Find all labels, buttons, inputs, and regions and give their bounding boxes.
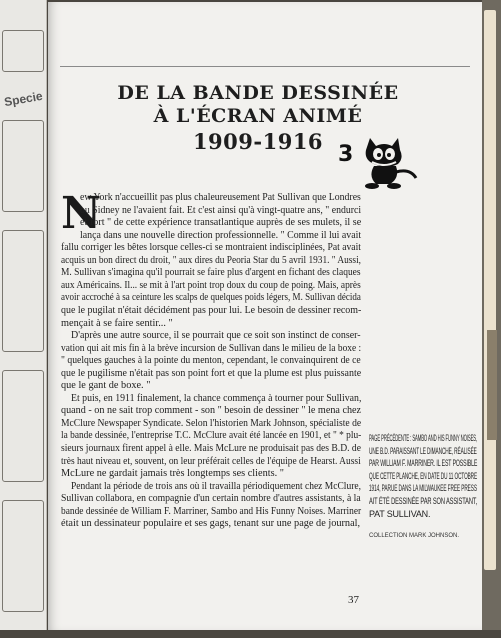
body-line: Sullivan collabora, en compagnie d'un certain nombre d'autres assistants, à la [61, 493, 361, 505]
caption-line: QUE CETTE PLANCHE, EN DATE DU 11 OCTOBRE [369, 470, 478, 481]
left-page-edge [0, 0, 47, 638]
top-rule [60, 66, 470, 67]
body-line: fallu corriger les bêtes lorsque celles-ci se montraient indisciplinées, Pat avait [61, 242, 361, 254]
title-line-2: À L'ÉCRAN ANIMÉ [153, 105, 363, 127]
body-line: bande dessinée de William F. Marriner, Sambo and His Funny Noises. Marriner [61, 505, 362, 517]
chapter-marker [338, 132, 418, 192]
body-line: était un dessinateur populaire et ses gags, tenant sur une page de journal, [61, 518, 361, 530]
book-page [48, 2, 482, 630]
body-line: sieurs journaux firent appel à elle. Mais McLure ne produisait pas des B.D. de [61, 443, 361, 454]
chapter-number: 3 [338, 142, 354, 167]
body-line: mençait à se faire sentir... " [61, 317, 173, 329]
caption-line: AIT ÉTÉ DESSINÉE PAR SON ASSISTANT, [369, 496, 478, 506]
body-line: M. Sullivan s'imagina qu'il pourrait se faire plus d'argent en fichant des claques [61, 267, 361, 279]
body-line: Pendant la période de trois ans où il travailla périodiquement chez McClure, [71, 480, 361, 492]
body-line: Et puis, en 1911 finalement, la chance commença à tourner pour Sullivan, [71, 392, 362, 404]
caption-credit: COLLECTION MARK JOHNSON. [369, 533, 460, 539]
comic-panel-fragment [2, 120, 44, 212]
page-number: 37 [348, 594, 359, 606]
body-line: et fort " de cette expérience transatlantique auprès de ses mulets, il se [80, 217, 362, 229]
left-page-fragment: Specie [3, 88, 44, 110]
body-line: que le pugilat n'était décidément pas pour lui. Le besoin de dessiner recom- [61, 304, 362, 316]
body-line: avoir accroché à sa ceinture les scalps de quelques poids légers, M. Sullivan décida [61, 292, 361, 304]
title-line-3: 1909-1916 [192, 129, 324, 154]
caption-line: PAR WILLIAM F. MARRINER. IL EST POSSIBLE [369, 458, 478, 469]
comic-panel-fragment [2, 370, 44, 482]
caption-line: UNE B.D. PARAISSANT LE DIMANCHE, RÉALISÉE [369, 445, 477, 456]
bookmark-tab [487, 330, 497, 440]
body-line: quand - on ne sait trop comment - son " besoin de dessiner " le mena chez [61, 405, 362, 417]
body-line: la bande dessinée, l'entreprise T.C. McClure avait été lancée en 1901, et " * plu- [61, 430, 362, 442]
body-line: vation qui ait mis fin à la brève incursion de Sullivan dans le milieu de la boxe : [61, 342, 362, 354]
title-line-1: DE LA BANDE DESSINÉE [117, 82, 399, 104]
body-line: McClure Newspaper Syndicate. Selon l'historien Mark Johnson, spécialiste de [61, 417, 362, 429]
right-background [482, 0, 501, 638]
caption-line: PAGE PRÉCÉDENTE : SAMBO AND HIS FUNNY NOISES, [369, 433, 478, 443]
comic-panel-fragment [2, 30, 44, 72]
body-line: ou Sidney ne l'avaient fait. Et c'est ainsi qu'à vingt-quatre ans, " endurci [80, 204, 362, 216]
felix-cat-icon [356, 132, 420, 192]
body-line: D'après une autre source, il se pourrait que ce soit son instinct de conser- [71, 330, 361, 342]
table-surface [0, 630, 501, 638]
body-line: acquis un bon direct du droit, " aux dires du Peoria Star du 5 avril 1931. " Aussi, [61, 254, 361, 266]
body-line: que le gant de boxe. " [61, 380, 151, 392]
body-line: McLure ne gardait jamais très longtemps ses clients. " [61, 468, 284, 480]
caption-line: 1914, PARUE DANS LA MILWAUKEE FREE PRESS [369, 483, 477, 494]
drop-cap: N [61, 188, 102, 239]
comic-panel-fragment [2, 230, 44, 352]
caption-line: PAT SULLIVAN. [369, 508, 431, 519]
body-line: ew York n'accueillit pas plus chaleureusement Pat Sullivan que Londres [80, 192, 361, 203]
body-line: aux Américains. Il... se mit à l'art point trop doux du coup de poing. Mais, après [61, 279, 361, 291]
body-line: " quelques gauches à la pointe du menton, cependant, le convainquirent de ce [61, 355, 361, 367]
body-line: lança dans une nouvelle direction professionnelle. " Comme il lui avait [80, 229, 362, 241]
body-line: que le pugilisme n'était pas son point fort et que la plume est plus puissante [61, 367, 362, 379]
body-line: très haut niveau et, souvent, on leur préférait celles de l'équipe de Hearst. Aussi [61, 455, 361, 467]
comic-panel-fragment [2, 500, 44, 612]
folded-paper [484, 10, 496, 570]
